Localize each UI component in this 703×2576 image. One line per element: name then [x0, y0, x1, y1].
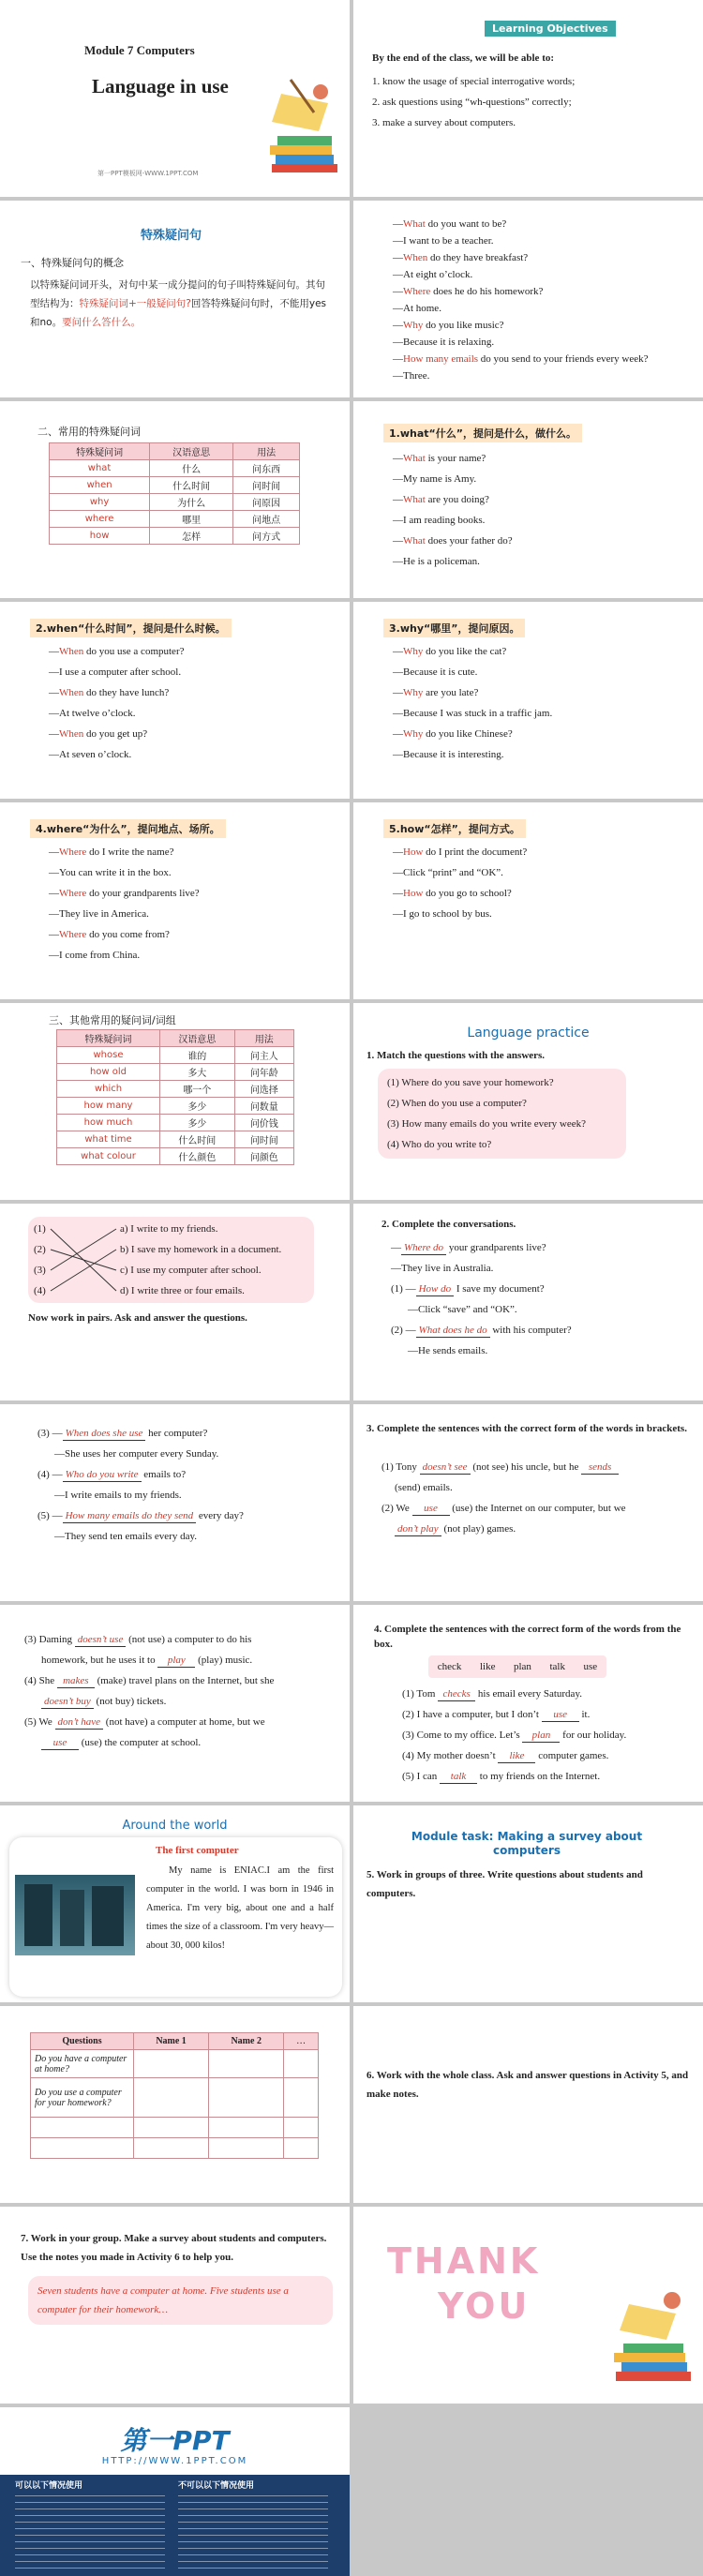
table-row: Do you use a computer for your homework? [31, 2078, 319, 2118]
brackets-sentences: (1) Tony doesn’t see (not see) his uncle, but he sends (send) emails. (2) We use (use) the Internet on our computer, but we don’t play (not play) games. [381, 1461, 626, 1535]
slide-practice [353, 1003, 703, 1200]
slide-other-words [0, 1003, 350, 1200]
survey-table: Questions Name 1 Name 2 … Do you have a computer at home? Do you use a computer for your homework? [30, 2032, 319, 2159]
question-word-table: 特殊疑问词 汉语意思 用法 what 什么 问东西 when 什么时间 问时间 why 为什么 问原因 where 哪里 问地点 how 怎样 问方式 [49, 442, 300, 545]
section-subtitle: 二、常用的特殊疑问词 [37, 426, 141, 438]
word-box-sentences: (1) Tom checks his email every Saturday. (2) I have a computer, but I don’t use it. (3) Come to my office. Let’s plan for our holiday. (4) My mother doesn’t like computer games. (5) I can talk to my friends on the Internet. [402, 1688, 627, 1782]
answer-blank: Where do [401, 1242, 446, 1255]
concept-formula: 特殊疑问词+一般疑问句? [79, 298, 191, 309]
usage-list-left [15, 2495, 165, 2570]
why-heading: 3.why“哪里”，提问原因。 [383, 619, 525, 637]
concept-p2: 回答特殊疑问句时，不能用yes和no。 [30, 298, 327, 328]
slide-activity-6 [353, 2006, 703, 2203]
table-row: why 为什么 问原因 [50, 494, 300, 511]
answer-blank: When does she use [63, 1428, 146, 1441]
word-box-task: 4. Complete the sentences with the correct form of the words from the box. [374, 1624, 681, 1650]
objectives-list [372, 71, 575, 133]
objectives-badge: Learning Objectives [485, 21, 616, 37]
answer-blank: talk [440, 1771, 477, 1784]
other-word-table: 特殊疑问词 汉语意思 用法 whose 谁的 问主人 how old 多大 问年龄 which 哪一个 问选择 how many 多少 问数量 how much 多少 问价钱 what time 什么时间 问时间 what colour 什么颜色 问颜色 [56, 1029, 294, 1165]
table-row: how many 多少 问数量 [57, 1098, 294, 1115]
match-right-item: c) I use my computer after school. [120, 1265, 262, 1276]
table-row: where 哪里 问地点 [50, 511, 300, 528]
how-dialogue: —How do I print the document? —Click “print” and “OK”. —How do you go to school? —I go to school by bus. [393, 846, 528, 920]
slide-brackets [353, 1404, 703, 1601]
objectives-intro: By the end of the class, we will be able to: [372, 52, 555, 64]
slide-concept [0, 201, 350, 397]
brand-logo: 第一PPT [120, 2425, 230, 2456]
conversation-lines: — Where do your grandparents live? —They live in Australia. (1) — How do I save my document? —Click “save” and “OK”. (2) — What does he do with his computer? —He sends emails. [391, 1242, 572, 1356]
word-box [428, 1655, 606, 1678]
match-left-item: (2) [34, 1244, 46, 1255]
objective-item: 1. know the usage of special interrogative words; [372, 76, 576, 87]
table-row: what time 什么时间 问时间 [57, 1131, 294, 1148]
practice-title: Language practice [467, 1026, 590, 1041]
word-option: plan [513, 1661, 531, 1672]
activity-6-text: 6. Work with the whole class. Ask and answer questions in Activity 5, and make notes. [366, 2070, 689, 2100]
table-row: how much 多少 问价钱 [57, 1115, 294, 1131]
around-world-title: Around the world [122, 1819, 228, 1833]
slide-how [353, 802, 703, 999]
where-heading: 4.where“为什么”，提问地点、场所。 [30, 819, 226, 838]
dialogue-line: —At home. [393, 303, 441, 314]
conversation-lines: (3) — When does she use her computer? —She uses her computer every Sunday. (4) — Who do you write emails to? —I write emails to my friends. (5) — How many emails do they send every day? —They send ten emails every day. [37, 1428, 244, 1542]
answer-blank: use [412, 1503, 450, 1516]
table-row: how 怎样 问方式 [50, 528, 300, 545]
table-row [31, 2138, 319, 2159]
match-right-item: b) I save my homework in a document. [120, 1244, 282, 1255]
slide-thank-you [353, 2207, 703, 2404]
answer-blank: use [41, 1737, 79, 1750]
brackets-sentences: (3) Daming doesn’t use (not use) a computer to do his homework, but he uses it to play (play) music. (4) She makes (make) travel plans on the Internet, but she doesn’t buy (not buy) tickets. (5) We don’t have (not have) a computer at home, but we use (use) the computer at school. [24, 1634, 275, 1748]
concept-rule: 要问什么答什么。 [62, 317, 142, 328]
word-option: check [437, 1661, 462, 1672]
when-dialogue: —When do you use a computer? —I use a computer after school. —When do they have lunch? —At twelve o’clock. —When do you get up? —At seven o’clock. [49, 646, 185, 760]
dialogue-line: —How many emails do you send to your friends every week? [393, 353, 649, 365]
when-heading: 2.when“什么时间”，提问是什么时候。 [30, 619, 232, 637]
slide-conversations [353, 1204, 703, 1400]
match-left-item: (1) [34, 1223, 46, 1235]
answer-blank: checks [438, 1688, 475, 1701]
eniac-card [9, 1837, 342, 1997]
eniac-text: My name is ENIAC.I am the first computer in the world. I was born in 1946 in America. I'm very big, about one and a half times the size of a classroom. I'm very heavy—about 30, 000 kilos! [146, 1865, 334, 1951]
slide-activity-7 [0, 2207, 350, 2404]
slide-brackets-2 [0, 1605, 350, 1802]
question-item: (2) When do you use a computer? [387, 1098, 527, 1109]
answer-blank: sends [581, 1461, 619, 1475]
books-illustration [262, 75, 347, 192]
books-illustration [606, 2282, 700, 2394]
usage-forbidden: 不可以以下情况使用 [178, 2481, 255, 2491]
word-option: talk [549, 1661, 565, 1672]
section-subtitle: 三、其他常用的疑问词/词组 [49, 1014, 176, 1026]
slide-conversations-2 [0, 1404, 350, 1601]
example-dialogue [393, 216, 649, 384]
slide-where [0, 802, 350, 999]
matching-left [34, 1219, 46, 1301]
usage-list-right [178, 2495, 328, 2570]
answer-blank: don’t have [55, 1716, 104, 1730]
table-row: what 什么 问东西 [50, 460, 300, 477]
brand-url: HTTP://WWW.1PPT.COM [101, 2456, 248, 2466]
what-heading: 1.what“什么”，提问是什么，做什么。 [383, 424, 582, 442]
dialogue-line: —What do you want to be? [393, 218, 507, 230]
answer-blank: Who do you write [63, 1469, 142, 1482]
answer-blank: doesn’t see [420, 1461, 471, 1475]
slide-around-world [0, 1805, 350, 2002]
survey-example: Seven students have a computer at home. Five students use a computer for their homework… [28, 2276, 333, 2325]
dialogue-line: —I want to be a teacher. [393, 235, 494, 247]
objective-item: 3. make a survey about computers. [372, 117, 516, 128]
section-subtitle: 一、特殊疑问句的概念 [21, 257, 124, 269]
matching-right [120, 1219, 281, 1301]
slide-objectives [353, 0, 703, 197]
concept-p1: 以特殊疑问词开头，对句中某一成分提问的句子叫特殊疑问句。其句型结构为： [30, 279, 325, 309]
what-dialogue: —What is your name? —My name is Amy. —What are you doing? —I am reading books. —What does your father do? —He is a policeman. [393, 453, 513, 567]
slide-examples [353, 201, 703, 397]
thank-text: THANK [387, 2240, 541, 2282]
answer-blank: play [157, 1655, 195, 1668]
match-right-item: d) I write three or four emails. [120, 1285, 245, 1296]
slide-brand [0, 2407, 350, 2576]
slide-module-task [353, 1805, 703, 2002]
objective-item: 2. ask questions using “wh-questions” correctly; [372, 97, 572, 108]
slide-what [353, 401, 703, 598]
slide-matching [0, 1204, 350, 1400]
table-row: when 什么时间 问时间 [50, 477, 300, 494]
activity-7-text: 7. Work in your group. Make a survey about students and computers. Use the notes you made in Activity 6 to help you. [21, 2233, 327, 2263]
usage-allowed: 可以以下情况使用 [15, 2481, 83, 2491]
table-row: which 哪一个 问选择 [57, 1081, 294, 1098]
matching-lines [49, 1217, 124, 1303]
dialogue-line: —When do they have breakfast? [393, 252, 529, 263]
where-dialogue: —Where do I write the name? —You can write it in the box. —Where do your grandparents live? —They live in America. —Where do you come from? —I come from China. [49, 846, 200, 961]
page-title: Language in use [92, 75, 229, 97]
eniac-heading: The first computer [156, 1845, 239, 1856]
question-item: (1) Where do you save your homework? [387, 1077, 554, 1088]
how-heading: 5.how“怎样”，提问方式。 [383, 819, 526, 838]
table-row: what colour 什么颜色 问颜色 [57, 1148, 294, 1165]
section-title: 特殊疑问句 [141, 229, 202, 243]
brackets-task: 3. Complete the sentences with the correct form of the words in brackets. [366, 1423, 687, 1434]
word-option: use [583, 1661, 598, 1672]
concept-text [30, 276, 330, 332]
slide-title [0, 0, 350, 197]
word-option: like [479, 1661, 496, 1672]
match-left-item: (4) [34, 1285, 46, 1296]
question-item: (3) How many emails do you write every week? [387, 1118, 586, 1130]
answer-blank: use [542, 1709, 579, 1722]
answer-blank: What does he do [416, 1325, 490, 1338]
match-right-item: a) I write to my friends. [120, 1223, 218, 1235]
pair-work-note: Now work in pairs. Ask and answer the questions. [28, 1312, 247, 1324]
dialogue-line: —Because it is relaxing. [393, 337, 495, 348]
eniac-photo [15, 1875, 135, 1955]
matching-box [28, 1217, 314, 1303]
dialogue-line: —Three. [393, 370, 430, 382]
answer-blank: How many emails do they send [63, 1510, 197, 1523]
module-label: Module 7 Computers [84, 43, 195, 57]
brand-footer [0, 2475, 350, 2576]
slide-when [0, 602, 350, 799]
answer-blank: like [498, 1750, 535, 1763]
slide-common-words [0, 401, 350, 598]
answer-blank: doesn’t use [75, 1634, 127, 1647]
module-task-text: 5. Work in groups of three. Write questions about students and computers. [366, 1869, 643, 1899]
answer-blank: plan [522, 1730, 560, 1743]
answer-blank: makes [57, 1675, 95, 1688]
answer-blank: How do [416, 1283, 455, 1296]
answer-blank: doesn’t buy [41, 1696, 94, 1709]
question-box [378, 1069, 626, 1159]
answer-blank: don’t play [395, 1523, 441, 1536]
table-row: Do you have a computer at home? [31, 2050, 319, 2078]
dialogue-line: —At eight o’clock. [393, 269, 473, 280]
slide-word-box [353, 1605, 703, 1802]
match-left-item: (3) [34, 1265, 46, 1276]
slide-why [353, 602, 703, 799]
slide-survey-table [0, 2006, 350, 2203]
table-row: how old 多大 问年龄 [57, 1064, 294, 1081]
dialogue-line: —Where does he do his homework? [393, 286, 544, 297]
table-row: whose 谁的 问主人 [57, 1047, 294, 1064]
question-item: (4) Who do you write to? [387, 1139, 492, 1150]
module-task-title: Module task: Making a survey about computers [411, 1830, 643, 1857]
why-dialogue: —Why do you like the cat? —Because it is cute. —Why are you late? —Because I was stuck in a traffic jam. —Why do you like Chinese? —Because it is interesting. [393, 646, 553, 760]
table-row [31, 2118, 319, 2138]
dialogue-line: —Why do you like music? [393, 320, 504, 331]
practice-task: 1. Match the questions with the answers. [366, 1050, 546, 1061]
conversation-task: 2. Complete the conversations. [381, 1219, 516, 1230]
footer-text: 第一PPT模板网-WWW.1PPT.COM [97, 170, 199, 177]
you-text: YOU [438, 2285, 531, 2327]
